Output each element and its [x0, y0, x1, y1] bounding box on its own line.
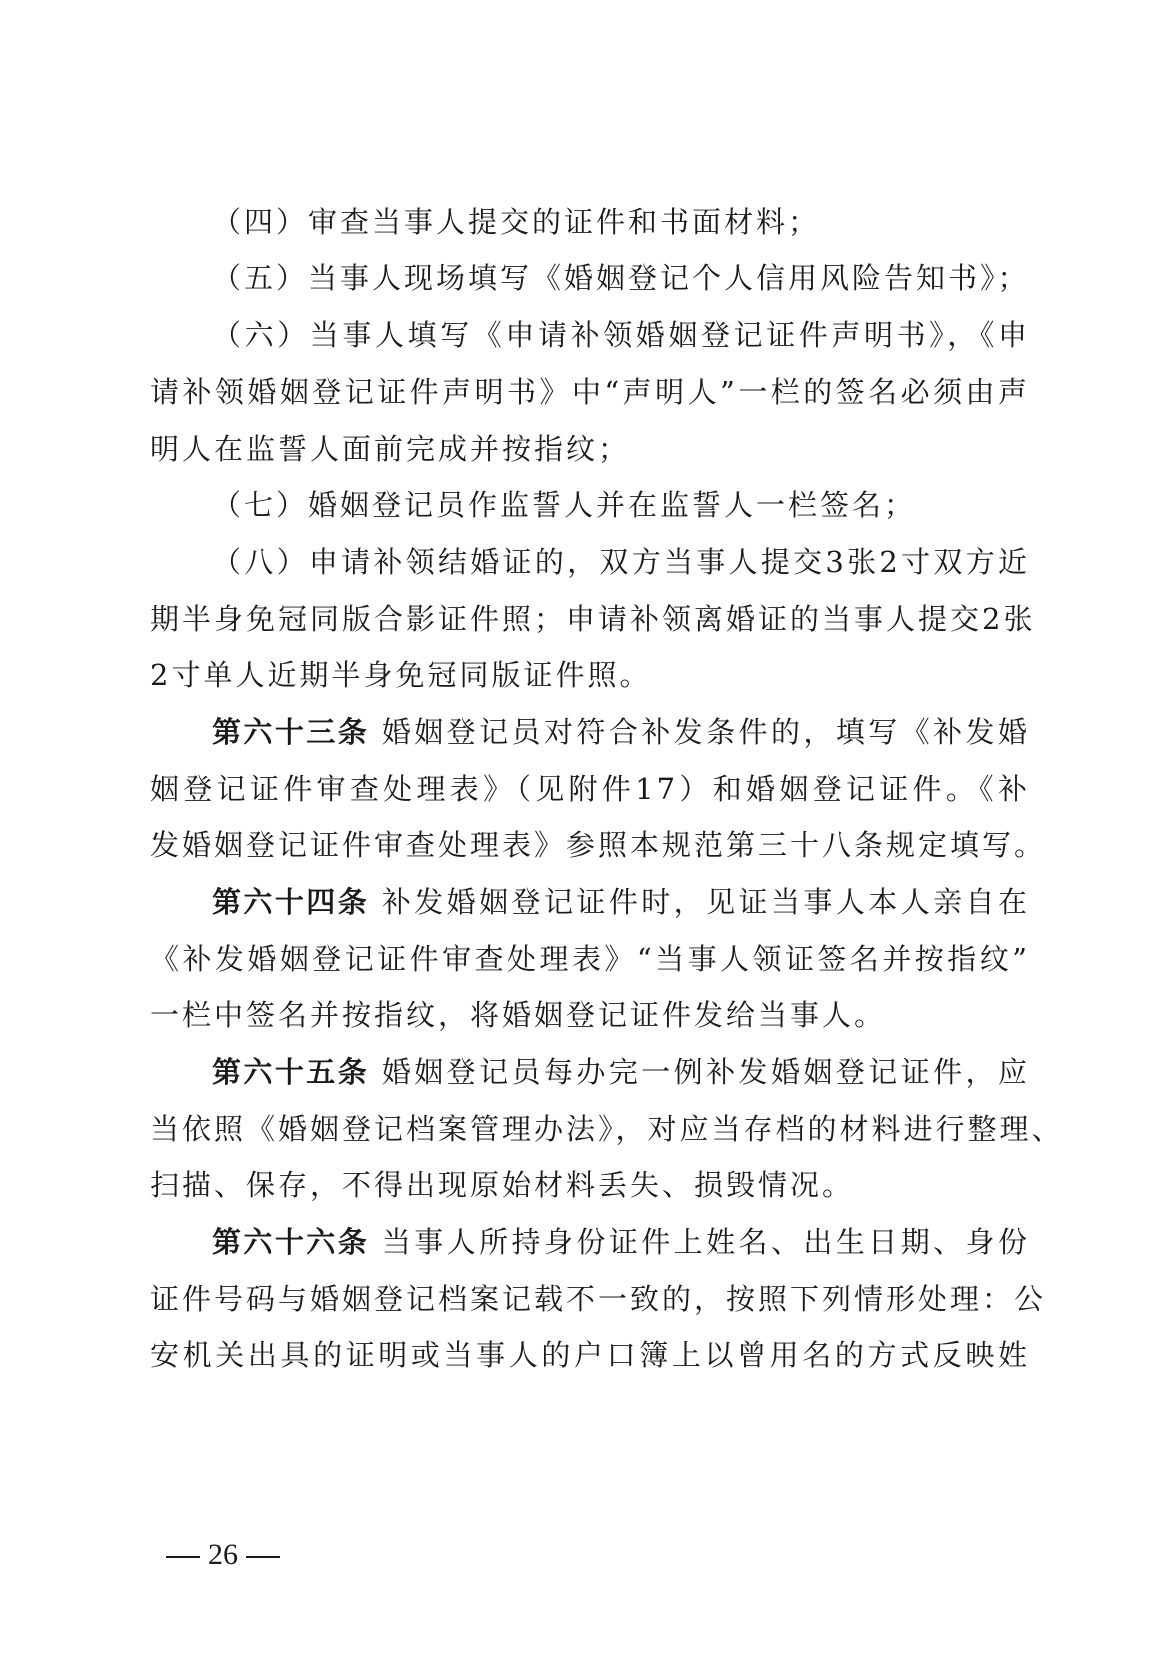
page-number-dash-right: [246, 1556, 280, 1558]
text-line: [150, 995, 1030, 1035]
line-text: 当事人所持身份证件上姓名、出生日期、身份: [381, 1225, 1030, 1259]
article-number: 第六十五条: [212, 1055, 370, 1089]
text-line: [150, 1109, 1064, 1149]
text-line: [150, 1335, 1030, 1375]
line-text: 婚姻登记员对符合补发条件的，填写《补发婚: [381, 715, 1030, 749]
text-line: [150, 655, 1030, 695]
text-line: [150, 372, 1030, 412]
text-line: [212, 542, 1030, 582]
line-text: 一栏中签名并按指纹，将婚姻登记证件发给当事人。: [150, 998, 887, 1032]
line-text: 姻登记证件审查处理表》（见附件17）和婚姻登记证件。《补: [150, 772, 1030, 806]
text-line: [150, 429, 1030, 469]
line-text: 期半身免冠同版合影证件照；申请补领离婚证的当事人提交2张: [150, 602, 1036, 636]
line-text: 请补领婚姻登记证件声明书》中“声明人”一栏的签名必须由声: [150, 375, 1030, 409]
text-line: [212, 258, 1030, 298]
page-number: [158, 1535, 288, 1575]
line-text: 补发婚姻登记证件时，见证当事人本人亲自在: [381, 885, 1030, 919]
line-text: （七）婚姻登记员作监誓人并在监誓人一栏签名；: [212, 488, 917, 522]
line-text: 安机关出具的证明或当事人的户口簿上以曾用名的方式反映姓: [150, 1338, 1030, 1372]
line-text: 证件号码与婚姻登记档案记载不一致的，按照下列情形处理：公: [150, 1282, 1047, 1316]
line-text: （八）申请补领结婚证的，双方当事人提交3张2寸双方近: [212, 545, 1030, 579]
page-number-value: 26: [208, 1538, 238, 1571]
article-line: [212, 712, 1030, 752]
line-text: （六）当事人填写《申请补领婚姻登记证件声明书》，《申: [212, 318, 1030, 352]
article-number: 第六十四条: [212, 885, 370, 919]
text-line: [212, 202, 1030, 242]
text-line: [212, 485, 1030, 525]
text-line: [212, 315, 1030, 355]
text-line: [150, 939, 1030, 979]
line-text: 《补发婚姻登记证件审查处理表》“当事人领证签名并按指纹”: [150, 942, 1030, 976]
line-text: 当依照《婚姻登记档案管理办法》，对应当存档的材料进行整理、: [150, 1112, 1064, 1146]
text-line: [150, 1165, 1030, 1205]
line-text: （四）审查当事人提交的证件和书面材料；: [212, 205, 821, 239]
line-text: 2寸单人近期半身免冠同版证件照。: [150, 658, 652, 692]
line-text: 扫描、保存，不得出现原始材料丢失、损毁情况。: [150, 1168, 855, 1202]
line-text: 婚姻登记员每办完一例补发婚姻登记证件，应: [381, 1055, 1030, 1089]
article-line: [212, 882, 1030, 922]
line-text: 发婚姻登记证件审查处理表》参照本规范第三十八条规定填写。: [150, 828, 1047, 862]
article-number: 第六十三条: [212, 715, 370, 749]
text-line: [150, 599, 1036, 639]
line-text: （五）当事人现场填写《婚姻登记个人信用风险告知书》；: [212, 261, 1030, 295]
text-line: [150, 825, 1047, 865]
text-line: [150, 769, 1030, 809]
article-number: 第六十六条: [212, 1225, 370, 1259]
line-text: 明人在监誓人面前完成并按指纹；: [150, 432, 631, 466]
page-number-dash-left: [166, 1556, 200, 1558]
article-line: [212, 1052, 1030, 1092]
article-line: [212, 1222, 1030, 1262]
text-line: [150, 1279, 1047, 1319]
